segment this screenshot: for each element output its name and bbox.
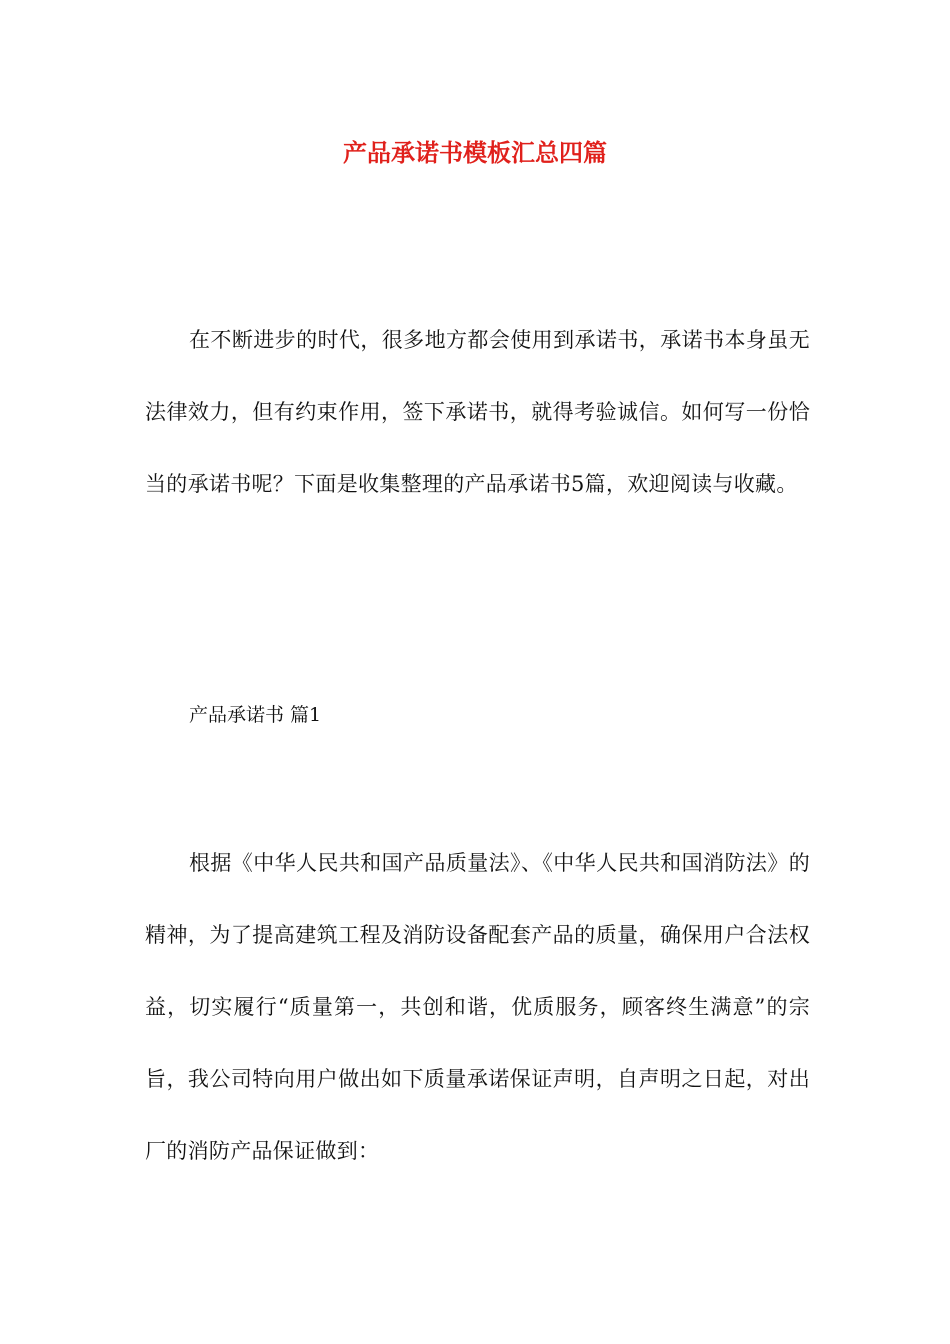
body-paragraph: 根据《中华人民共和国产品质量法》、《中华人民共和国消防法》的精神，为了提高建筑工程及消防设备配套产品的质量，确保用户合法权益，切实履行“质量第一，共创和谐，优质服务，顾客终生满意”的宗旨，我公司特向用户做出如下质量承诺保证声明，自声明之日起，对出厂的消防产品保证做到： xyxy=(145,851,810,1163)
section-heading: 产品承诺书 篇1 xyxy=(189,704,322,726)
document-title: 产品承诺书模板汇总四篇 xyxy=(343,138,607,167)
intro-paragraph: 在不断进步的时代，很多地方都会使用到承诺书，承诺书本身虽无法律效力，但有约束作用，签下承诺书，就得考验诚信。如何写一份恰当的承诺书呢？下面是收集整理的产品承诺书5篇，欢迎阅读与收藏。 xyxy=(145,328,810,496)
